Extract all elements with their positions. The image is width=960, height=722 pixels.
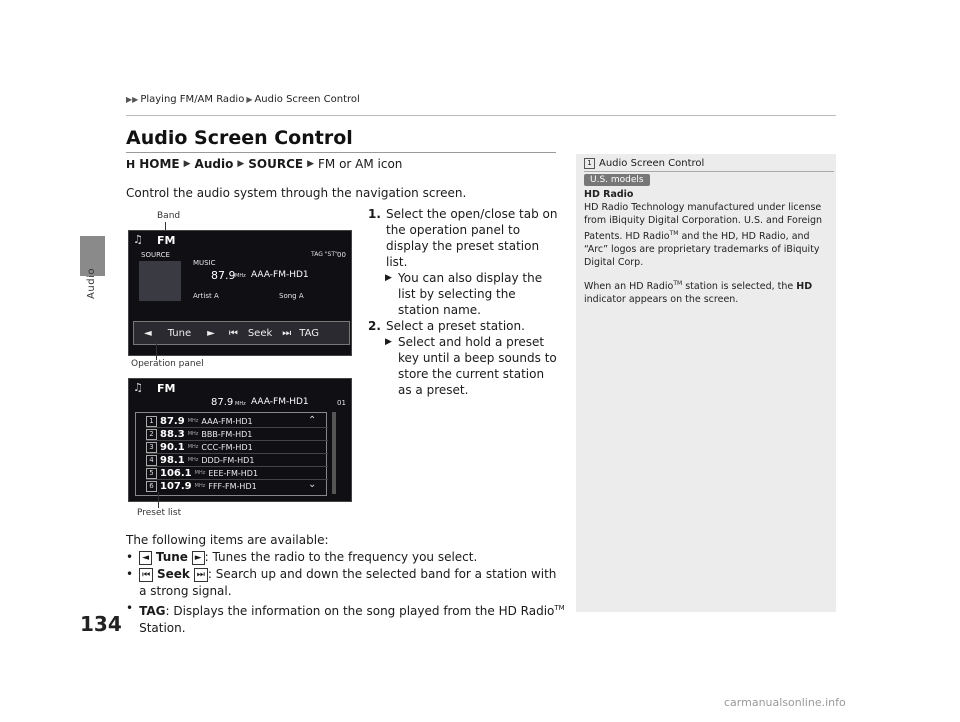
band-tab[interactable]: FM: [157, 382, 176, 395]
counter: 00: [337, 251, 346, 259]
source-button[interactable]: SOURCE: [141, 251, 170, 259]
band-tab[interactable]: FM: [157, 234, 176, 247]
page-number: 134: [80, 612, 122, 636]
tm-mark: TM: [554, 604, 565, 612]
preset-frequency: 88.3: [160, 428, 185, 440]
frequency-unit: MHz: [235, 273, 246, 279]
double-arrow-icon: ▶▶: [126, 95, 139, 104]
station-name[interactable]: AAA-FM-HD1: [251, 270, 309, 280]
seek-desc: : Search up and down the selected band for a station with a strong signal.: [139, 567, 557, 598]
preset-unit: MHz: [187, 444, 199, 450]
arrow-icon: ▶: [246, 95, 253, 104]
p2-text-mid: station is selected, the: [682, 281, 797, 293]
hd-text-end: and the HD, HD Radio, and “Arc” logos are proprietary trademarks of iBiquity Digital Corp.: [584, 231, 820, 269]
tune-label: Tune: [155, 550, 188, 564]
preset-unit: MHz: [187, 457, 199, 463]
callout-operation-panel: Operation panel: [131, 359, 204, 369]
nav-path: [126, 157, 402, 171]
tag-status: TAG "ST": [311, 251, 338, 258]
band-bar: [129, 231, 351, 249]
preset-screen: [128, 378, 352, 502]
frequency: 87.9: [211, 397, 234, 408]
bullet-tag: [126, 600, 566, 637]
preset-index: 2: [146, 429, 157, 440]
arrow-icon: ▶: [183, 159, 191, 169]
preset-list: [135, 412, 327, 496]
seek-label: Seek: [247, 327, 273, 339]
preset-item[interactable]: [146, 441, 328, 454]
tag-desc-end: Station.: [139, 621, 186, 635]
preset-name: FFF-FM-HD1: [208, 481, 257, 491]
side-note-title: Audio Screen Control: [599, 158, 705, 169]
watermark: carmanualsonline.info: [724, 696, 846, 709]
home-icon: H: [126, 157, 136, 171]
preset-name: CCC-FM-HD1: [201, 442, 253, 452]
tune-desc: : Tunes the radio to the frequency you select.: [204, 550, 478, 564]
arrow-icon: ▶: [307, 159, 314, 169]
callout-line: [158, 492, 159, 508]
hd-radio-title: HD Radio: [584, 189, 634, 200]
arrow-icon: ▶: [385, 273, 392, 283]
seek-label: Seek: [157, 567, 190, 581]
station-name: AAA-FM-HD1: [251, 397, 309, 407]
frequency[interactable]: 87.9: [211, 269, 236, 282]
preset-frequency: 107.9: [160, 480, 192, 492]
nav-home: HOME: [139, 157, 180, 171]
hd-indicator-label: HD: [796, 281, 813, 293]
preset-unit: MHz: [194, 470, 206, 476]
side-note-header: [584, 158, 704, 169]
divider: [126, 152, 556, 153]
step-number: 1.: [368, 207, 381, 221]
divider: [126, 115, 836, 116]
step-sub-text: You can also display the list by selecting the station name.: [398, 271, 543, 317]
hd-paragraph: [584, 201, 829, 269]
seek-forward-icon[interactable]: ⏭: [282, 327, 292, 339]
hd-text: HD Radio Technology manufactured under license from iBiquity Digital Corporation. U.S. and Foreign Patents. HD Radio: [584, 202, 823, 243]
divider: [584, 171, 834, 172]
preset-unit: MHz: [187, 418, 199, 424]
preset-unit: MHz: [194, 483, 206, 489]
preset-item[interactable]: [146, 428, 328, 441]
side-note-panel: [576, 154, 836, 612]
song-name: Song A: [279, 292, 304, 300]
seek-back-icon: ⏮: [139, 568, 153, 582]
preset-index: 1: [146, 416, 157, 427]
preset-item[interactable]: [146, 415, 328, 428]
audio-screen: [128, 230, 352, 356]
tm-mark: TM: [673, 280, 683, 288]
step-number: 2.: [368, 319, 381, 333]
step-text: Select the open/close tab on the operation panel to display the preset station list.: [386, 207, 558, 269]
operation-panel: [133, 321, 350, 345]
nav-end: FM or AM icon: [318, 157, 403, 171]
preset-name: AAA-FM-HD1: [201, 416, 253, 426]
scroll-down-icon[interactable]: ⌄: [308, 479, 317, 490]
counter: 01: [337, 399, 346, 407]
note-icon: 1: [584, 158, 595, 169]
preset-index: 3: [146, 442, 157, 453]
items-section: [126, 532, 566, 637]
nav-audio: Audio: [194, 157, 234, 171]
page-title: Audio Screen Control: [126, 127, 353, 149]
seek-back-icon[interactable]: ⏮: [228, 327, 238, 339]
preset-name: DDD-FM-HD1: [201, 455, 255, 465]
nav-source: SOURCE: [248, 157, 304, 171]
intro-text: Control the audio system through the navigation screen.: [126, 186, 467, 200]
arrow-icon: ▶: [237, 159, 245, 169]
music-note-icon: ♫: [133, 381, 143, 394]
models-tag: U.S. models: [584, 174, 650, 186]
preset-index: 4: [146, 455, 157, 466]
callout-band: Band: [157, 211, 181, 221]
preset-item[interactable]: [146, 480, 328, 492]
seek-forward-icon: ⏭: [194, 568, 208, 582]
scrollbar[interactable]: [332, 412, 336, 494]
p2-text: When an HD Radio: [584, 281, 674, 293]
preset-frequency: 98.1: [160, 454, 185, 466]
breadcrumb: [126, 94, 360, 105]
hd-indicator-paragraph: [584, 277, 829, 306]
step-1-sub: [368, 270, 558, 318]
sidebar-label: Audio: [86, 268, 97, 299]
tm-mark: TM: [669, 230, 679, 237]
tune-up-icon: ►: [192, 551, 205, 565]
callout-line: [156, 340, 157, 360]
p2-text-end: indicator appears on the screen.: [584, 294, 739, 306]
preset-name: BBB-FM-HD1: [201, 429, 253, 439]
step-2-sub: [368, 334, 558, 398]
items-intro: The following items are available:: [126, 533, 329, 547]
breadcrumb-item[interactable]: Audio Screen Control: [254, 94, 360, 105]
step-2: [368, 318, 558, 334]
tag-label: TAG: [139, 604, 166, 618]
bullet-tune: [126, 549, 566, 566]
preset-frequency: 90.1: [160, 441, 185, 453]
bullet-seek: [126, 566, 566, 600]
breadcrumb-item[interactable]: Playing FM/AM Radio: [140, 94, 245, 105]
tag-button[interactable]: TAG: [299, 327, 320, 339]
step-sub-text: Select and hold a preset key until a beep sounds to store the current station as a preset.: [398, 335, 557, 397]
tune-up-icon[interactable]: ►: [207, 327, 215, 339]
artist-name: Artist A: [193, 292, 219, 300]
tune-down-icon: ◄: [139, 551, 152, 565]
steps: [368, 206, 558, 398]
bullet-icon: •: [126, 567, 134, 581]
preset-index: 5: [146, 468, 157, 479]
step-text: Select a preset station.: [386, 319, 525, 333]
preset-name: EEE-FM-HD1: [208, 468, 259, 478]
side-note-body: [584, 188, 829, 314]
tag-desc: : Displays the information on the song played from the HD Radio: [165, 604, 555, 618]
preset-item[interactable]: [146, 454, 328, 467]
album-art: [139, 261, 181, 301]
band-bar: [129, 379, 351, 397]
preset-index: 6: [146, 481, 157, 492]
music-note-icon: ♫: [133, 233, 143, 246]
step-1: [368, 206, 558, 270]
preset-frequency: 87.9: [160, 415, 185, 427]
bullet-icon: •: [126, 601, 134, 615]
genre-label: MUSIC: [193, 259, 216, 267]
arrow-icon: ▶: [385, 337, 392, 347]
callout-preset-list: Preset list: [137, 508, 182, 518]
tune-label: Tune: [167, 327, 192, 339]
frequency-unit: MHz: [235, 401, 246, 407]
tune-down-icon[interactable]: ◄: [144, 327, 152, 339]
preset-item[interactable]: [146, 467, 328, 480]
preset-frequency: 106.1: [160, 467, 192, 479]
bullet-icon: •: [126, 550, 134, 564]
preset-unit: MHz: [187, 431, 199, 437]
scroll-up-icon[interactable]: ⌃: [308, 415, 317, 426]
